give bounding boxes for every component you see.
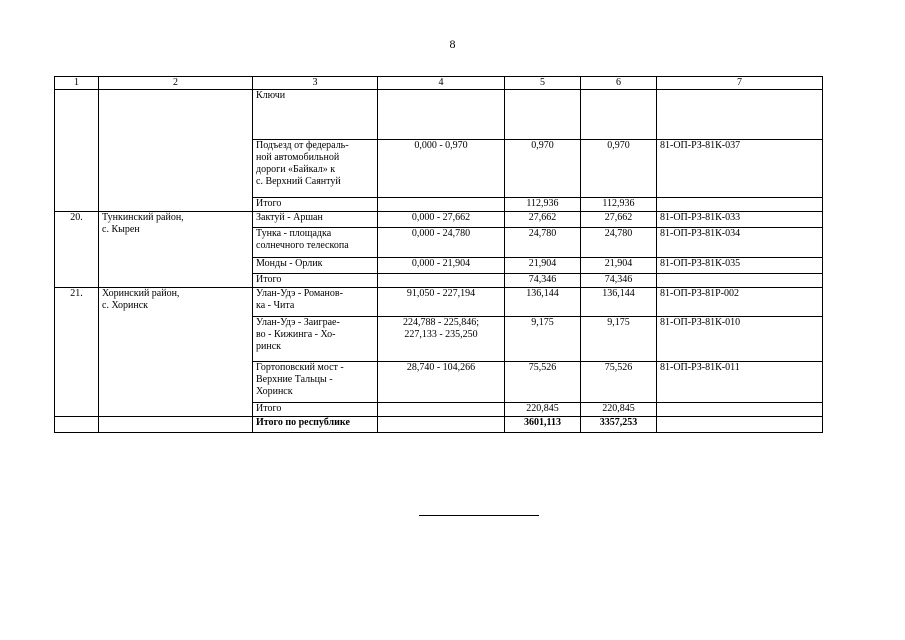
- length-cell: [505, 90, 581, 140]
- length-cell: 75,526: [581, 362, 657, 403]
- code-cell: [657, 403, 823, 417]
- km-range-cell: 0,000 - 0,970: [378, 140, 505, 198]
- header-cell: 2: [99, 77, 253, 90]
- length-cell: 0,970: [581, 140, 657, 198]
- code-cell: [657, 417, 823, 433]
- header-cell: 1: [55, 77, 99, 90]
- code-cell: [657, 198, 823, 212]
- code-cell: [657, 274, 823, 288]
- grand-total-label: Итого по республике: [253, 417, 378, 433]
- road-name-cell: Итого: [253, 274, 378, 288]
- district-cell: Хоринский район, с. Хоринск: [99, 288, 253, 417]
- length-cell: 21,904: [505, 258, 581, 274]
- km-range-cell: [378, 90, 505, 140]
- road-name-cell: Улан-Удэ - Романов- ка - Чита: [253, 288, 378, 317]
- district-cell: [99, 90, 253, 212]
- length-cell: 9,175: [581, 317, 657, 362]
- km-range-cell: [378, 417, 505, 433]
- district-cell: [99, 417, 253, 433]
- code-cell: 81-ОП-РЗ-81К-034: [657, 228, 823, 258]
- length-cell: 74,346: [505, 274, 581, 288]
- header-cell: 3: [253, 77, 378, 90]
- km-range-cell: 0,000 - 27,662: [378, 212, 505, 228]
- length-cell: 112,936: [505, 198, 581, 212]
- code-cell: [657, 90, 823, 140]
- road-name-cell: Ключи: [253, 90, 378, 140]
- km-range-cell: [378, 403, 505, 417]
- road-name-cell: Улан-Удэ - Заиграе- во - Кижинга - Хо- ринск: [253, 317, 378, 362]
- length-cell: 220,845: [581, 403, 657, 417]
- table-row: [55, 288, 823, 317]
- code-cell: 81-ОП-РЗ-81К-033: [657, 212, 823, 228]
- header-cell: 5: [505, 77, 581, 90]
- page-number: 8: [449, 37, 456, 51]
- row-number-cell: [55, 417, 99, 433]
- km-range-cell: 91,050 - 227,194: [378, 288, 505, 317]
- road-name-cell: Зактуй - Аршан: [253, 212, 378, 228]
- km-range-cell: 0,000 - 21,904: [378, 258, 505, 274]
- length-cell: 24,780: [505, 228, 581, 258]
- roads-table: [54, 76, 823, 433]
- closing-rule: [419, 515, 539, 516]
- row-number-cell: 20.: [55, 212, 99, 288]
- length-cell: 112,936: [581, 198, 657, 212]
- km-range-cell: [378, 198, 505, 212]
- table-row: [55, 90, 823, 140]
- grand-total-length: 3601,113: [505, 417, 581, 433]
- road-name-cell: Гортоповский мост - Верхние Тальцы - Хоринск: [253, 362, 378, 403]
- km-range-cell: 224,788 - 225,846; 227,133 - 235,250: [378, 317, 505, 362]
- length-cell: 24,780: [581, 228, 657, 258]
- code-cell: 81-ОП-РЗ-81К-011: [657, 362, 823, 403]
- row-number-cell: [55, 90, 99, 212]
- code-cell: 81-ОП-РЗ-81К-010: [657, 317, 823, 362]
- length-cell: 136,144: [581, 288, 657, 317]
- road-name-cell: Итого: [253, 198, 378, 212]
- table-row: [55, 212, 823, 228]
- code-cell: 81-ОП-РЗ-81К-035: [657, 258, 823, 274]
- grand-total-length: 3357,253: [581, 417, 657, 433]
- grand-total-row: [55, 417, 823, 433]
- road-name-cell: Итого: [253, 403, 378, 417]
- header-row: [55, 77, 823, 90]
- length-cell: 220,845: [505, 403, 581, 417]
- header-cell: 4: [378, 77, 505, 90]
- km-range-cell: 28,740 - 104,266: [378, 362, 505, 403]
- road-name-cell: Тунка - площадка солнечного телескопа: [253, 228, 378, 258]
- road-name-cell: Монды - Орлик: [253, 258, 378, 274]
- code-cell: 81-ОП-РЗ-81Р-002: [657, 288, 823, 317]
- header-cell: 6: [581, 77, 657, 90]
- road-name-cell: Подъезд от федераль- ной автомобильной дороги «Байкал» к с. Верхний Саянтуй: [253, 140, 378, 198]
- header-cell: 7: [657, 77, 823, 90]
- length-cell: 0,970: [505, 140, 581, 198]
- length-cell: 27,662: [581, 212, 657, 228]
- length-cell: 9,175: [505, 317, 581, 362]
- length-cell: 27,662: [505, 212, 581, 228]
- row-number-cell: 21.: [55, 288, 99, 417]
- length-cell: 21,904: [581, 258, 657, 274]
- length-cell: [581, 90, 657, 140]
- length-cell: 74,346: [581, 274, 657, 288]
- km-range-cell: 0,000 - 24,780: [378, 228, 505, 258]
- length-cell: 136,144: [505, 288, 581, 317]
- km-range-cell: [378, 274, 505, 288]
- district-cell: Тункинский район, с. Кырен: [99, 212, 253, 288]
- code-cell: 81-ОП-РЗ-81К-037: [657, 140, 823, 198]
- length-cell: 75,526: [505, 362, 581, 403]
